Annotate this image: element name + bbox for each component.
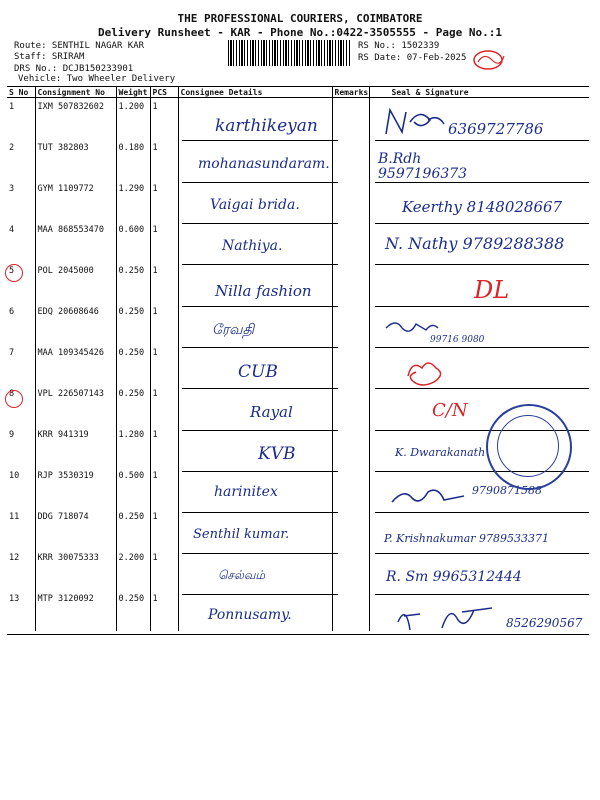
pcs-cell: 1 — [150, 426, 178, 467]
remarks-cell — [332, 180, 369, 221]
handwritten-signature-4: N. Nathy 9789288388 — [385, 234, 565, 253]
sno-cell: 11 — [7, 508, 35, 549]
handwritten-signature-3: Keerthy 8148028667 — [402, 198, 563, 216]
remarks-cell — [332, 508, 369, 549]
remarks-cell — [332, 467, 369, 508]
weight-cell: 0.250 — [116, 344, 150, 385]
table-row — [7, 344, 589, 385]
pcs-cell: 1 — [150, 98, 178, 140]
handwritten-consignee-10: harinitex — [214, 484, 278, 500]
sno-cell: 12 — [7, 549, 35, 590]
consignment-cell: TUT 382803 — [35, 139, 116, 180]
handwritten-consignee-13: Ponnusamy. — [208, 607, 292, 623]
handwritten-consignee-5: Nilla fashion — [215, 282, 312, 300]
remarks-cell — [332, 426, 369, 467]
handwritten-signature-13: 8526290567 — [506, 616, 583, 630]
consignment-cell: VPL 226507143 — [35, 385, 116, 426]
runsheet-subtitle: Delivery Runsheet - KAR - Phone No.:0422-3505555 - Page No.:1 — [98, 26, 502, 39]
handwritten-signature-6: 99716 9080 — [430, 335, 485, 345]
weight-cell: 0.600 — [116, 221, 150, 262]
pcs-cell: 1 — [150, 385, 178, 426]
pcs-cell: 1 — [150, 549, 178, 590]
col-header-remarks: Remarks — [332, 87, 369, 98]
sno-cell: 5 — [7, 262, 35, 303]
barcode — [228, 40, 350, 66]
company-title: THE PROFESSIONAL COURIERS, COIMBATORE — [177, 12, 423, 25]
remarks-cell — [332, 303, 369, 344]
sno-cell: 4 — [7, 221, 35, 262]
weight-cell: 0.250 — [116, 262, 150, 303]
handwritten-signature-9: K. Dwarakanath — [395, 446, 486, 459]
rs-date: RS Date: 07-Feb-2025 — [358, 53, 467, 63]
col-header-pcs: PCS — [150, 87, 178, 98]
consignee-cell — [178, 303, 332, 344]
handwritten-consignee-6: ரேவதி — [212, 322, 255, 338]
vehicle-label: Vehicle: Two Wheeler Delivery — [18, 74, 176, 84]
consignment-cell: EDQ 20608646 — [35, 303, 116, 344]
col-header-consignment: Consignment No — [35, 87, 116, 98]
remarks-cell — [332, 385, 369, 426]
weight-cell: 1.290 — [116, 180, 150, 221]
handwritten-consignee-7: CUB — [238, 362, 278, 382]
handwritten-consignee-1: karthikeyan — [215, 116, 318, 136]
pcs-cell: 1 — [150, 508, 178, 549]
remarks-cell — [332, 139, 369, 180]
handwritten-signature-5: DL — [474, 276, 510, 304]
weight-cell: 0.250 — [116, 508, 150, 549]
round-seal-stamp — [486, 404, 572, 490]
sno-cell: 7 — [7, 344, 35, 385]
drs-label: DRS No.: DCJB150233901 — [14, 64, 134, 74]
weight-cell: 0.500 — [116, 467, 150, 508]
sno-cell: 9 — [7, 426, 35, 467]
consignment-cell: MAA 868553470 — [35, 221, 116, 262]
sno-cell: 13 — [7, 590, 35, 631]
weight-cell: 0.250 — [116, 385, 150, 426]
sno-cell: 8 — [7, 385, 35, 426]
consignment-cell: MAA 109345426 — [35, 344, 116, 385]
consignment-cell: MTP 3120092 — [35, 590, 116, 631]
handwritten-signature-8: C/N — [432, 400, 468, 421]
red-circle-mark-row5 — [5, 264, 23, 282]
pcs-cell: 1 — [150, 467, 178, 508]
handwritten-signature-10: 9790871588 — [472, 484, 542, 497]
sno-cell: 3 — [7, 180, 35, 221]
consignment-cell: KRR 30075333 — [35, 549, 116, 590]
handwritten-consignee-12: செல்வம் — [218, 568, 266, 582]
handwritten-consignee-9: KVB — [258, 444, 296, 464]
consignment-cell: GYM 1109772 — [35, 180, 116, 221]
col-header-seal: Seal & Signature — [369, 87, 589, 98]
pcs-cell: 1 — [150, 262, 178, 303]
handwritten-consignee-4: Nathiya. — [222, 238, 283, 254]
pcs-cell: 1 — [150, 221, 178, 262]
table-row — [7, 303, 589, 344]
handwritten-signature-1: 6369727786 — [448, 120, 544, 138]
consignee-cell — [178, 426, 332, 467]
handwritten-signature-2: B.Rdh 9597196373 — [378, 151, 468, 182]
handwritten-consignee-11: Senthil kumar. — [193, 527, 290, 542]
table-header-row — [7, 87, 589, 98]
route-label: Route: SENTHIL NAGAR KAR — [14, 41, 145, 51]
handwritten-consignee-3: Vaigai brida. — [210, 197, 300, 213]
pcs-cell: 1 — [150, 590, 178, 631]
remarks-cell — [332, 590, 369, 631]
consignment-cell: RJP 3530319 — [35, 467, 116, 508]
sno-cell: 6 — [7, 303, 35, 344]
pcs-cell: 1 — [150, 180, 178, 221]
weight-cell: 0.250 — [116, 303, 150, 344]
col-header-sno: S No — [7, 87, 35, 98]
red-scribble-mark — [470, 46, 510, 74]
weight-cell: 1.200 — [116, 98, 150, 140]
remarks-cell — [332, 344, 369, 385]
signature-scribble-10 — [388, 484, 468, 510]
sno-cell: 10 — [7, 467, 35, 508]
signature-scribble-13 — [392, 600, 502, 636]
consignment-cell: DDG 718074 — [35, 508, 116, 549]
sno-cell: 1 — [7, 98, 35, 140]
handwritten-signature-11: P. Krishnakumar 9789533371 — [384, 532, 550, 545]
col-header-consignee: Consignee Details — [178, 87, 332, 98]
consignment-cell: IXM 507832602 — [35, 98, 116, 140]
handwritten-consignee-2: mohanasundaram. — [198, 156, 330, 172]
signature-scribble-1 — [380, 104, 450, 138]
handwritten-consignee-8: Rayal — [250, 403, 293, 421]
consignment-cell: KRR 941319 — [35, 426, 116, 467]
col-header-weight: Weight — [116, 87, 150, 98]
pcs-cell: 1 — [150, 139, 178, 180]
weight-cell: 1.280 — [116, 426, 150, 467]
staff-label: Staff: SRIRAM — [14, 52, 85, 62]
weight-cell: 2.200 — [116, 549, 150, 590]
pcs-cell: 1 — [150, 303, 178, 344]
red-signature-scribble — [402, 356, 448, 390]
remarks-cell — [332, 262, 369, 303]
consignment-cell: POL 2045000 — [35, 262, 116, 303]
rs-number: RS No.: 1502339 — [358, 41, 440, 51]
remarks-cell — [332, 549, 369, 590]
remarks-cell — [332, 98, 369, 140]
pcs-cell: 1 — [150, 344, 178, 385]
weight-cell: 0.180 — [116, 139, 150, 180]
sno-cell: 2 — [7, 139, 35, 180]
handwritten-signature-12: R. Sm 9965312444 — [386, 569, 522, 585]
red-circle-mark-row8 — [5, 390, 23, 408]
remarks-cell — [332, 221, 369, 262]
weight-cell: 0.250 — [116, 590, 150, 631]
